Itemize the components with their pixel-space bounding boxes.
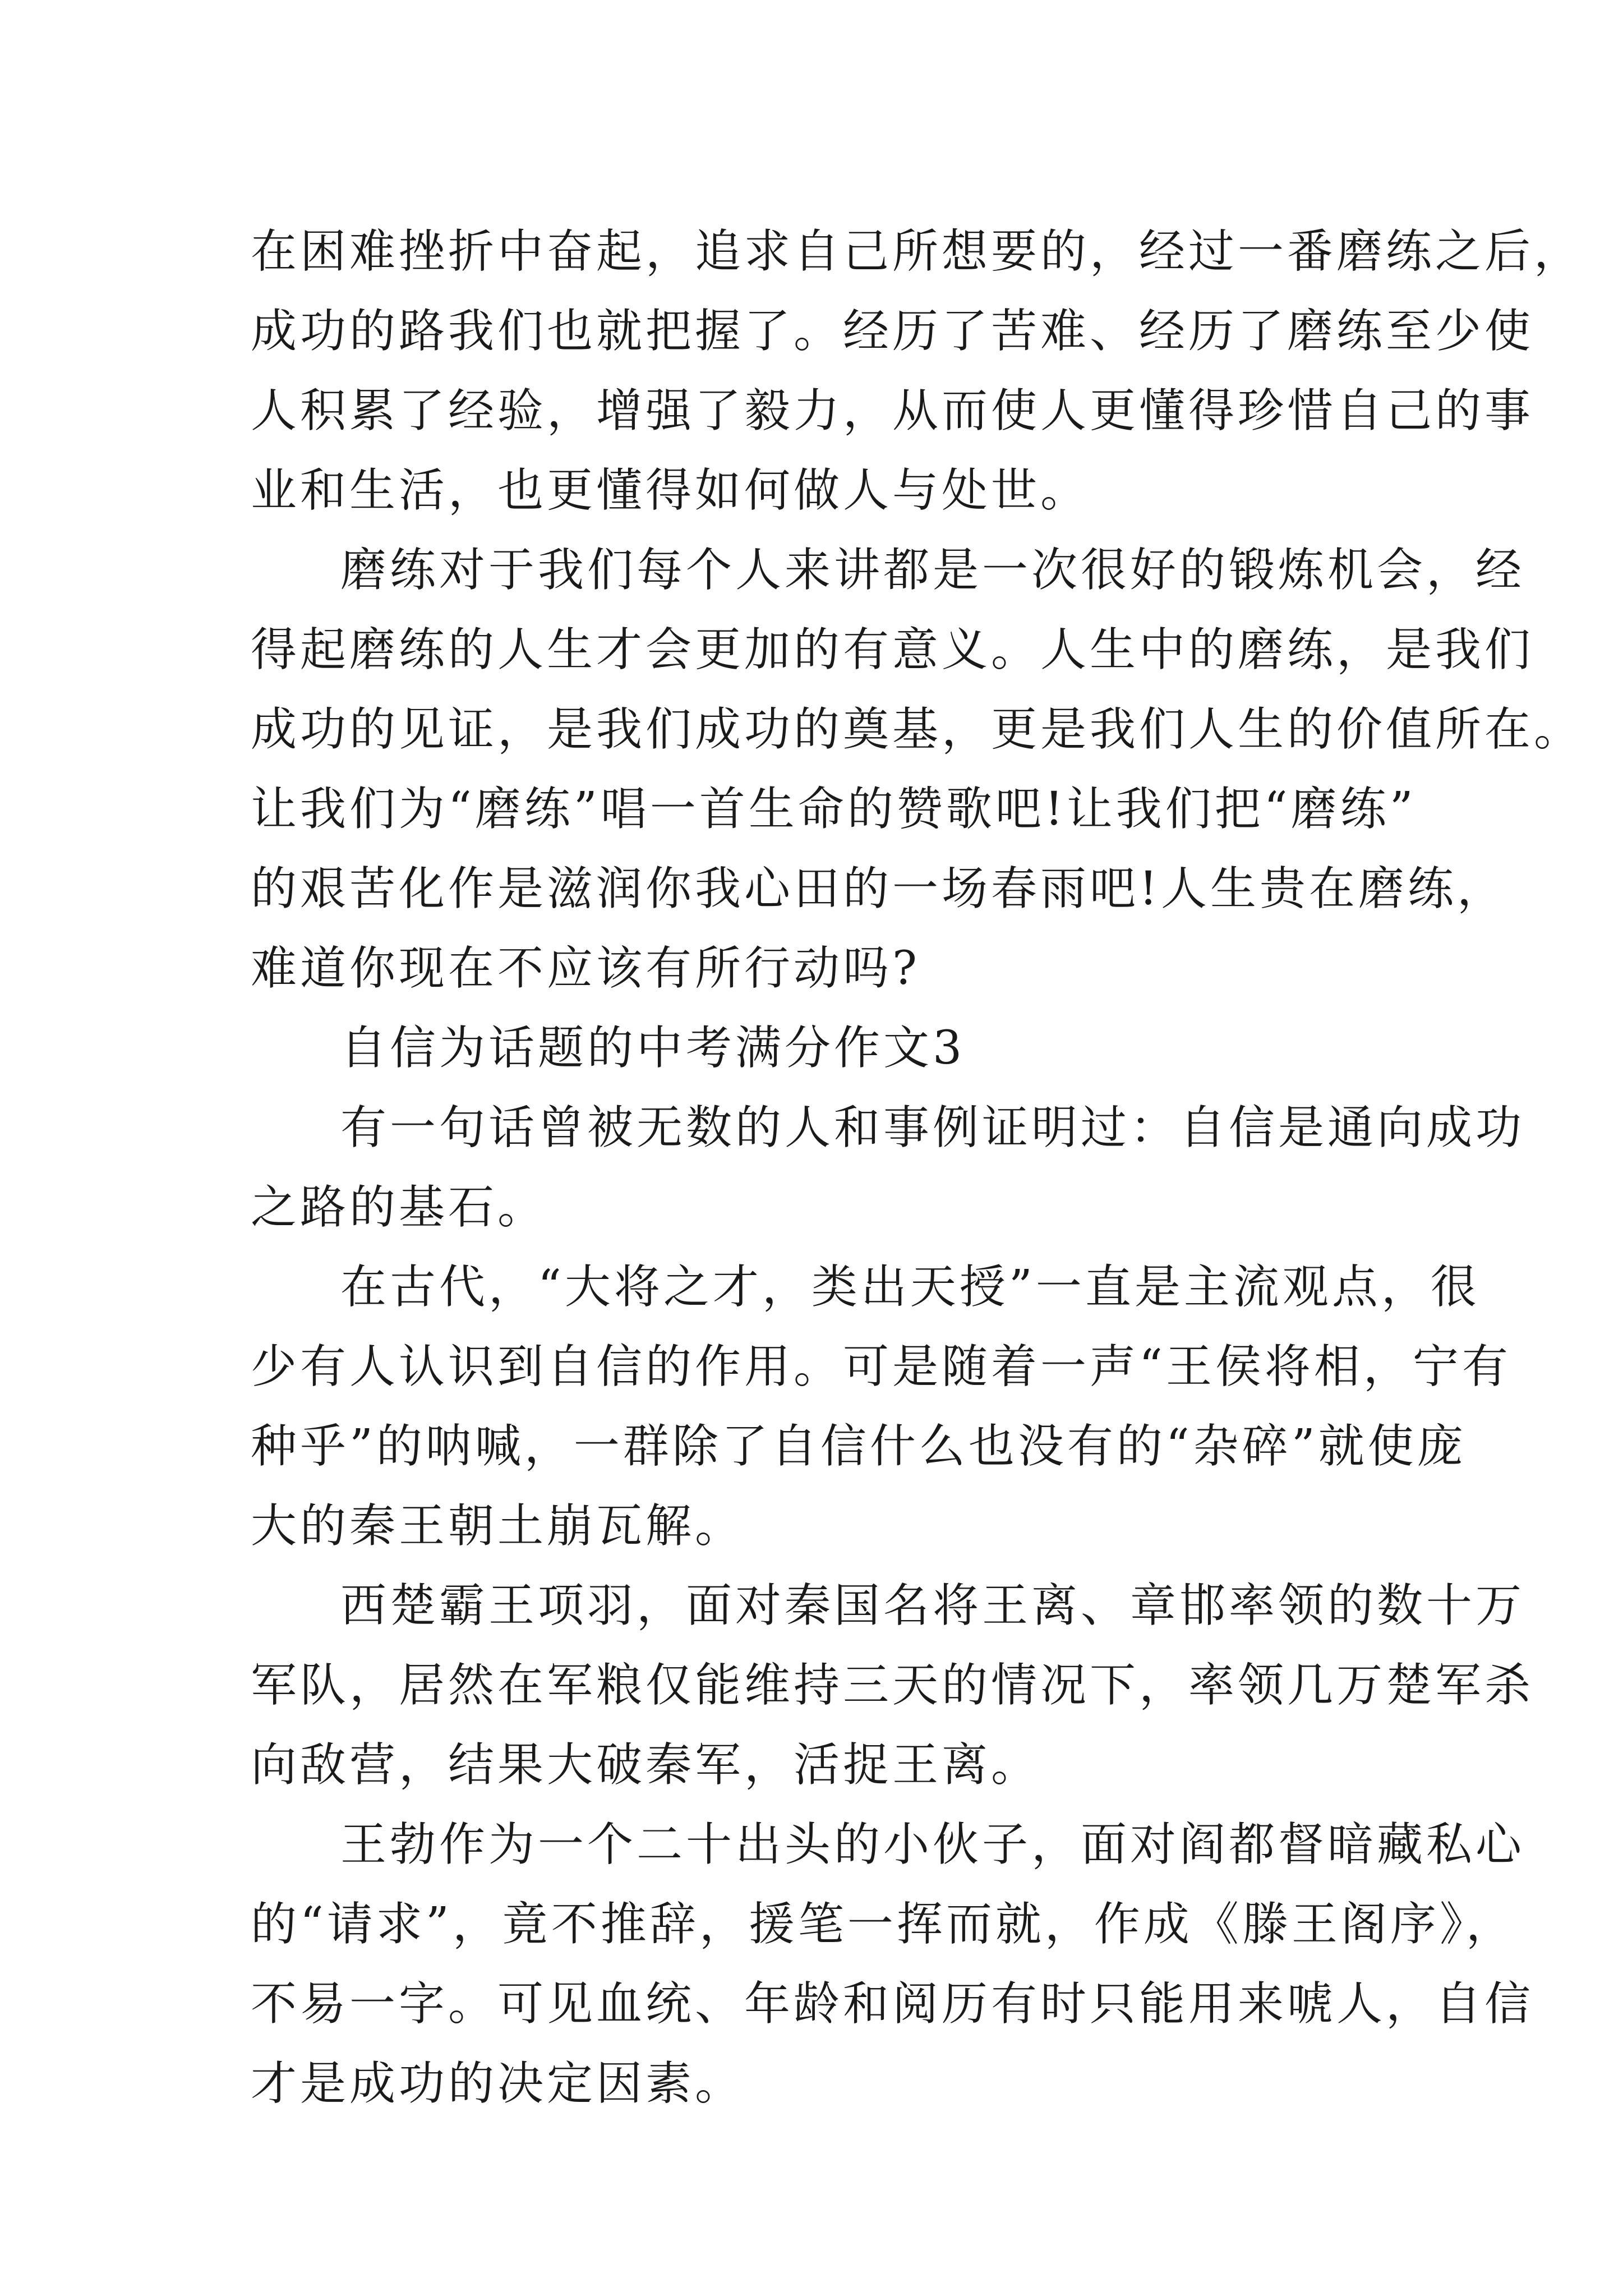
text-line: 磨练对于我们每个人来讲都是一次很好的锻炼机会，经 (340, 544, 1525, 597)
text-line: 种乎”的呐喊，一群除了自信什么也没有的“杂碎”就使庞 (251, 1420, 1467, 1473)
text-line: 的“请求”，竟不推辞，援笔一挥而就，作成《滕王阁序》， (251, 1898, 1515, 1951)
text-line: 自信为话题的中考满分作文3 (340, 1022, 966, 1075)
text-line: 军队，居然在军粮仅能维持三天的情况下，率领几万楚军杀 (251, 1659, 1534, 1712)
text-line: 在古代，“大将之才，类出天授”一直是主流观点，很 (340, 1260, 1480, 1314)
text-line: 让我们为“磨练”唱一首生命的赞歌吧!让我们把“磨练” (251, 783, 1417, 836)
text-line: 西楚霸王项羽，面对秦国名将王离、章邯率领的数十万 (340, 1579, 1525, 1632)
text-line: 成功的见证，是我们成功的奠基，更是我们人生的价值所在。 (251, 703, 1584, 756)
text-line: 得起磨练的人生才会更加的有意义。人生中的磨练，是我们 (251, 623, 1534, 677)
text-line: 成功的路我们也就把握了。经历了苦难、经历了磨练至少使 (251, 305, 1534, 358)
text-line: 少有人认识到自信的作用。可是随着一声“王侯将相，宁有 (251, 1340, 1511, 1393)
text-line: 人积累了经验，增强了毅力，从而使人更懂得珍惜自己的事 (251, 384, 1534, 438)
text-line: 才是成功的决定因素。 (251, 2057, 745, 2110)
text-line: 之路的基石。 (251, 1181, 547, 1234)
text-line: 向敌营，结果大破秦军，活捉王离。 (251, 1738, 1041, 1792)
body-text (251, 212, 1584, 2124)
text-line: 有一句话曾被无数的人和事例证明过：自信是通向成功 (340, 1101, 1525, 1154)
text-line: 不易一字。可见血统、年龄和阅历有时只能用来唬人，自信 (251, 1977, 1534, 2031)
text-line: 的艰苦化作是滋润你我心田的一场春雨吧!人生贵在磨练， (251, 862, 1506, 915)
text-line: 王勃作为一个二十出头的小伙子，面对阎都督暗藏私心 (340, 1818, 1525, 1871)
text-line: 大的秦王朝土崩瓦解。 (251, 1499, 745, 1553)
text-line: 难道你现在不应该有所行动吗? (251, 942, 920, 995)
text-line: 业和生活，也更懂得如何做人与处世。 (251, 464, 1090, 517)
text-line: 在困难挫折中奋起，追求自己所想要的，经过一番磨练之后， (251, 225, 1584, 278)
